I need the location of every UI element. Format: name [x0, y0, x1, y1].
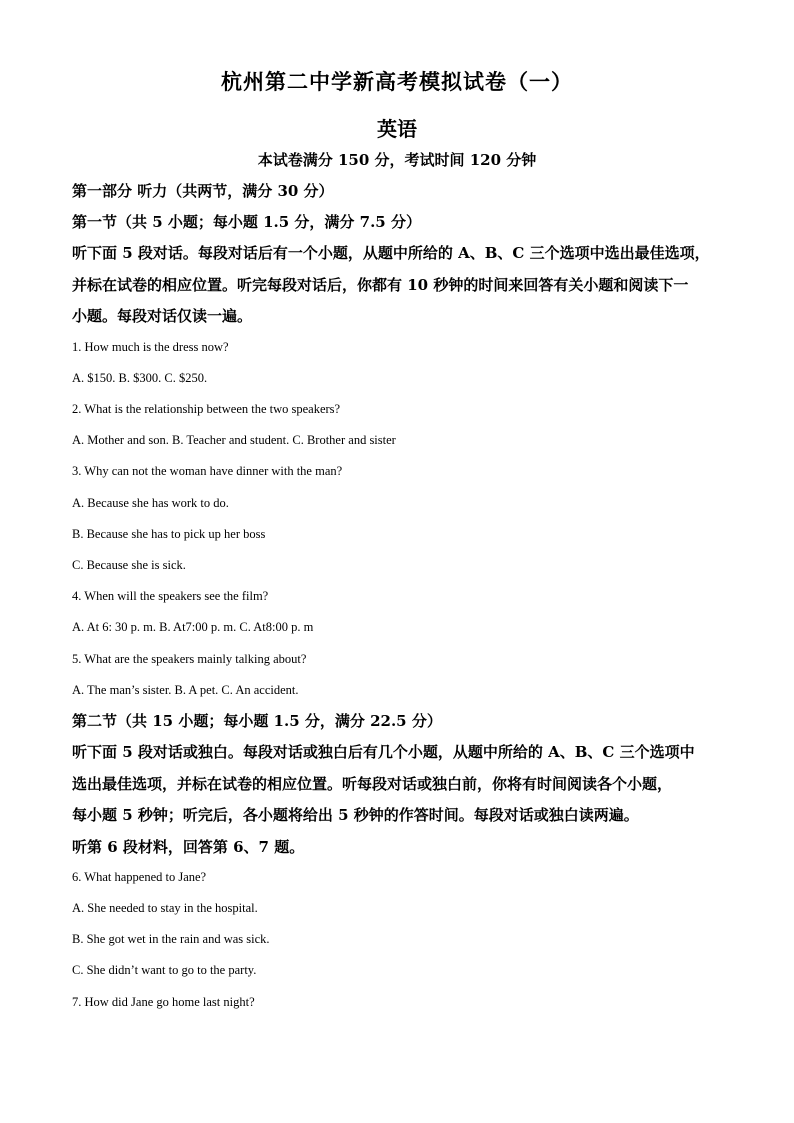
- exam-info: 本试卷满分 150 分，考试时间 120 分钟: [257, 151, 537, 169]
- section2-instruction-line: 听下面 5 段对话或独白。每段对话或独白后有几个小题，从题中所给的 A、B、C 三个选项中: [72, 743, 695, 761]
- section2-instruction-line: 每小题 5 秒钟；听完后，各小题将给出 5 秒钟的作答时间。每段对话或独白读两遍。: [72, 806, 639, 824]
- part1-heading: 第一部分 听力（共两节，满分 30 分）: [72, 182, 334, 200]
- section1-instruction-line: 听下面 5 段对话。每段对话后有一个小题，从题中所给的 A、B、C 三个选项中选出最佳选项，: [72, 244, 710, 262]
- option-6a: A. She needed to stay in the hospital.: [72, 901, 258, 915]
- option-3c: C. Because she is sick.: [72, 558, 186, 572]
- section2-instruction-line: 选出最佳选项，并标在试卷的相应位置。听每段对话或独白前，你将有时间阅读各个小题，: [72, 775, 673, 793]
- question-6: 6. What happened to Jane?: [72, 870, 207, 884]
- question-2: 2. What is the relationship between the two speakers?: [72, 402, 341, 416]
- question-3: 3. Why can not the woman have dinner with the man?: [72, 464, 343, 478]
- exam-subject: 英语: [377, 117, 417, 141]
- question-7: 7. How did Jane go home last night?: [72, 995, 255, 1009]
- option-6b: B. She got wet in the rain and was sick.: [72, 932, 270, 946]
- option-3b: B. Because she has to pick up her boss: [72, 527, 266, 541]
- options-5: A. The man’s sister. B. A pet. C. An accident.: [72, 683, 299, 697]
- question-4: 4. When will the speakers see the film?: [72, 589, 269, 603]
- section1-instruction-line: 小题。每段对话仅读一遍。: [72, 307, 253, 325]
- question-5: 5. What are the speakers mainly talking about?: [72, 652, 307, 666]
- exam-title: 杭州第二中学新高考模拟试卷（一）: [221, 69, 573, 94]
- question-1: 1. How much is the dress now?: [72, 340, 229, 354]
- section1-instruction-line: 并标在试卷的相应位置。听完每段对话后，你都有 10 秒钟的时间来回答有关小题和阅读下一: [72, 276, 689, 294]
- section2-heading: 第二节（共 15 小题；每小题 1.5 分，满分 22.5 分）: [72, 712, 442, 730]
- options-2: A. Mother and son. B. Teacher and student. C. Brother and sister: [72, 433, 396, 447]
- section1-heading: 第一节（共 5 小题；每小题 1.5 分，满分 7.5 分）: [72, 213, 421, 231]
- options-1: A. $150. B. $300. C. $250.: [72, 371, 208, 385]
- option-6c: C. She didn’t want to go to the party.: [72, 963, 257, 977]
- passage-6-heading: 听第 6 段材料，回答第 6、7 题。: [72, 838, 305, 856]
- option-3a: A. Because she has work to do.: [72, 496, 229, 510]
- options-4: A. At 6: 30 p. m. B. At7:00 p. m. C. At8:00 p. m: [72, 620, 314, 634]
